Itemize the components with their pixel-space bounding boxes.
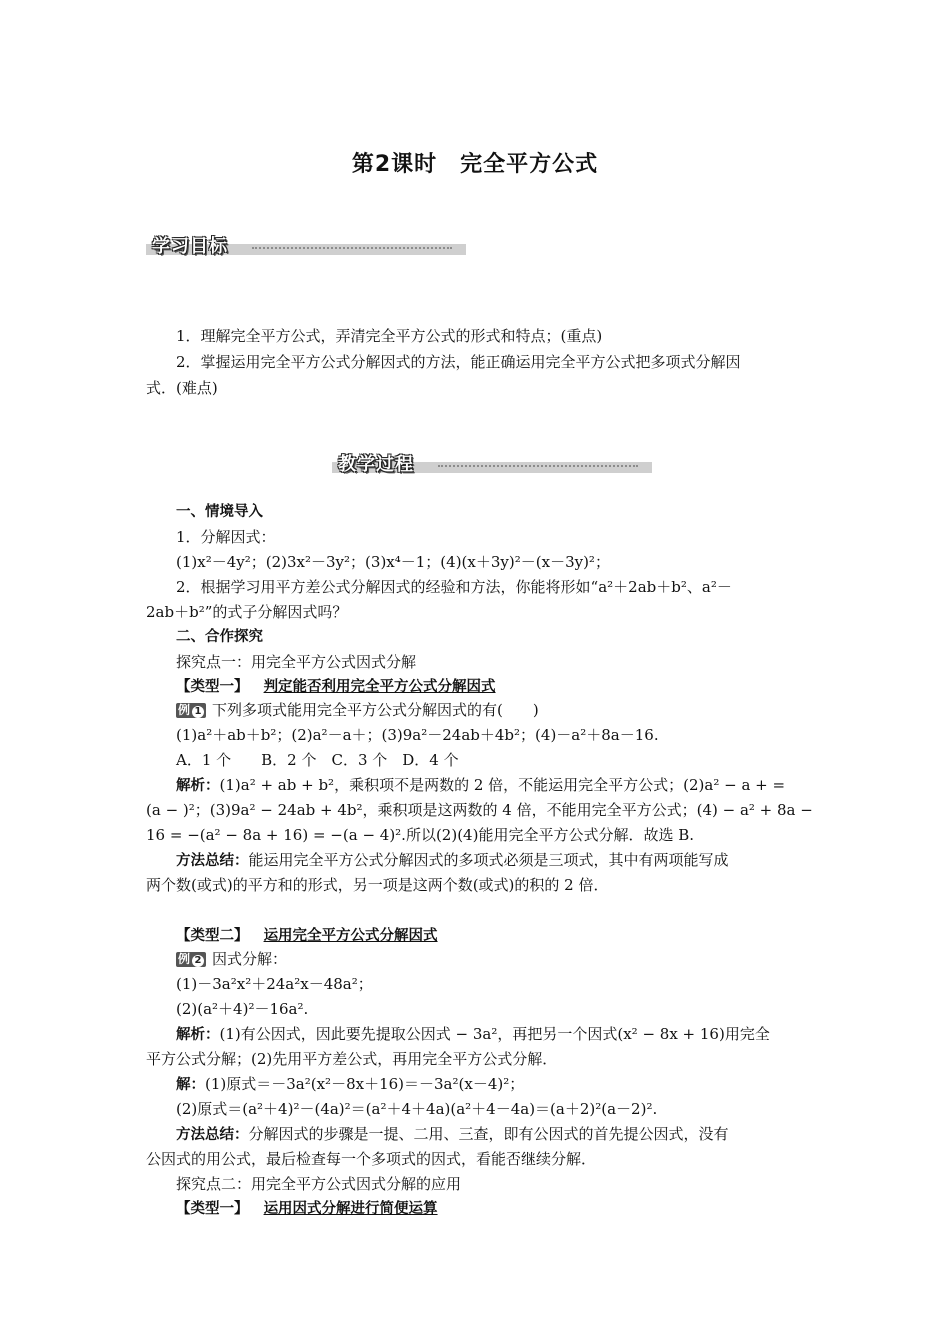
summary-label: 方法总结： [176,1127,249,1143]
text-line: 探究点二：用完全平方公式因式分解的应用 [176,1175,462,1193]
summary-line: 方法总结：分解因式的步骤是一提、二用、三查，即有公因式的首先提公因式，没有 [176,1125,729,1143]
goal-line: 2．掌握运用完全平方公式分解因式的方法，能正确运用完全平方公式把多项式分解因 [176,353,741,371]
page-title: 第2课时 完全平方公式 [351,152,599,177]
example-tag: 例 1 [176,703,206,718]
example-line: 例 2 因式分解： [178,950,288,968]
text-line: 两个数(或式)的平方和的形式，另一项是这两个数(或式)的积的 2 倍． [146,876,609,894]
solution-label: 解： [176,1077,205,1093]
analysis-line: 解析：(1)a² + ab + b²，乘积项不是两数的 2 倍，不能运用完全平方公式；(2)a² − a + = [176,776,786,794]
solution-line: 解：(1)原式＝－3a²(x²－8x＋16)＝－3a²(x－4)²； [176,1075,525,1093]
text-line: (1)－3a²x²＋24a²x－48a²； [176,975,373,993]
type-heading [146,926,810,946]
section-banner-goals [146,232,466,258]
summary-label: 方法总结： [176,853,249,869]
text-line: (1)a²＋ab＋b²；(2)a²－a＋；(3)9a²－24ab＋4b²；(4)－a²＋8a－16. [176,726,659,744]
answer-options: A．1 个 B．2 个 C．3 个 D．4 个 [176,751,459,769]
text-line: (2)(a²＋4)²－16a². [176,1000,309,1018]
example-tag: 例 2 [176,952,206,967]
analysis-label: 解析： [176,1027,220,1043]
text-line: (2)原式＝(a²＋4)²－(4a)²＝(a²＋4＋4a)(a²＋4－4a)＝(a＋2)²(a－2)². [176,1100,658,1118]
text-line: 平方公式分解；(2)先用平方差公式，再用完全平方公式分解． [146,1050,558,1068]
section-heading: 一、情境导入 [176,504,263,520]
type-heading [146,1199,810,1219]
type-label: 【类型一】 [176,679,249,695]
section-heading: 二、合作探究 [176,629,263,645]
type-label: 【类型二】 [176,928,249,944]
analysis-label: 解析： [176,778,220,794]
example-number: 1 [192,706,204,718]
text-line: 公因式的用公式，最后检查每一个多项式的因式，看能否继续分解． [146,1150,597,1168]
analysis-line: 解析：(1)有公因式，因此要先提取公因式 − 3a²，再把另一个因式(x² − 8x + 16)用完全 [176,1025,770,1043]
goal-line: 1．理解完全平方公式，弄清完全平方公式的形式和特点；(重点) [176,327,603,345]
example-line: 例 1 下列多项式能用完全平方公式分解因式的有( ) [178,701,539,719]
section-banner-process [332,450,652,476]
banner-label: 学习目标 [152,236,228,257]
text-line: 16 = −(a² − 8a + 16) = −(a − 4)².所以(2)(4)能用完全平方公式分解．故选 B. [146,826,695,844]
type-title: 运用完全平方公式分解因式 [263,928,438,944]
text-line: 2ab＋b²”的式子分解因式吗？ [146,603,348,621]
goal-line: 式．(难点) [146,379,218,397]
banner-dots [252,247,452,249]
text-line: (a − )²；(3)9a² − 24ab + 4b²，乘积项是这两数的 4 倍，不能用完全平方公式；(4) − a² + 8a − [146,801,813,819]
example-number: 2 [192,955,204,967]
text-line: 2．根据学习用平方差公式分解因式的经验和方法，你能将形如“a²＋2ab＋b²、a²－ [176,578,732,596]
text-line: 探究点一：用完全平方公式因式分解 [176,653,417,671]
type-title: 判定能否利用完全平方公式分解因式 [263,679,496,695]
banner-label: 教学过程 [338,454,414,475]
summary-line: 方法总结：能运用完全平方公式分解因式的多项式必须是三项式，其中有两项能写成 [176,851,729,869]
banner-dots [438,465,638,467]
text-line: 1．分解因式： [176,528,276,546]
type-title: 运用因式分解进行简便运算 [263,1201,438,1217]
text-line: (1)x²－4y²；(2)3x²－3y²；(3)x⁴－1；(4)(x＋3y)²－(x－3y)²； [176,553,610,571]
type-heading [146,677,810,697]
type-label: 【类型一】 [176,1201,249,1217]
